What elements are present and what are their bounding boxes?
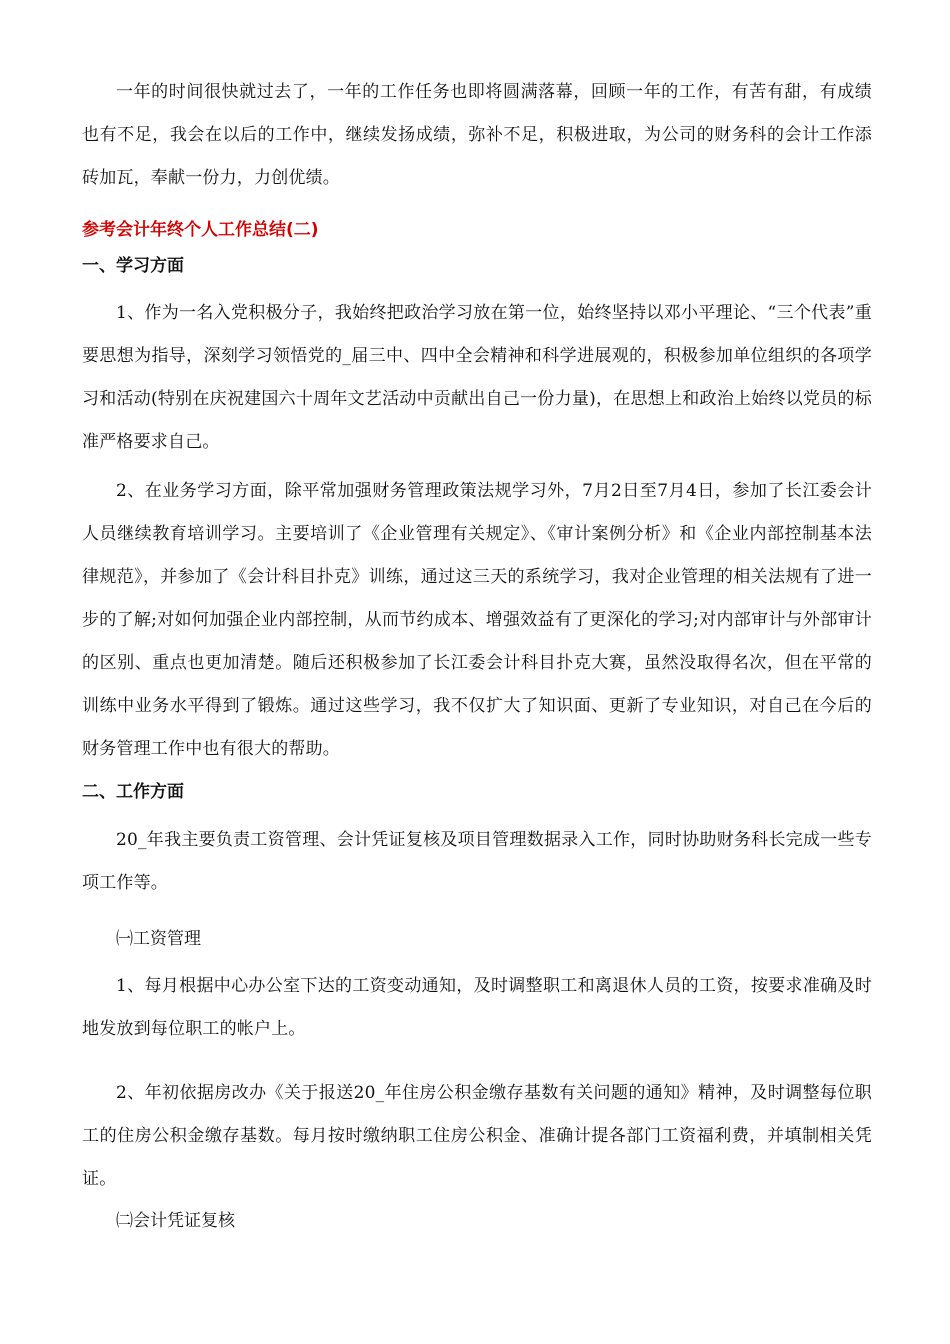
salary-paragraph-2: 2、年初依据房改办《关于报送20_年住房公积金缴存基数有关问题的通知》精神，及时调整每位职工的住房公积金缴存基数。每月按时缴纳职工住房公积金、准确计提各部门工资福利费，并填制相关凭证。 — [82, 1083, 872, 1189]
salary-paragraph-1: 1、每月根据中心办公室下达的工资变动通知，及时调整职工和离退休人员的工资，按要求准确及时地发放到每位职工的帐户上。 — [82, 976, 872, 1039]
subheading-salary: ㈠工资管理 — [116, 929, 201, 949]
intro-paragraph: 一年的时间很快就过去了，一年的工作任务也即将圆满落幕，回顾一年的工作，有苦有甜，有成绩也有不足，我会在以后的工作中，继续发扬成绩，弥补不足，积极进取，为公司的财务科的会计工作添砖加瓦，奉献一份力，力创优绩。 — [82, 82, 872, 188]
work-paragraph-intro: 20_年我主要负责工资管理、会计凭证复核及项目管理数据录入工作，同时协助财务科长完成一些专项工作等。 — [82, 830, 872, 893]
heading-work: 二、工作方面 — [82, 782, 184, 802]
section-title: 参考会计年终个人工作总结(二) — [82, 220, 319, 240]
heading-study: 一、学习方面 — [82, 256, 184, 276]
study-paragraph-2: 2、在业务学习方面，除平常加强财务管理政策法规学习外，7月2日至7月4日，参加了长江委会计人员继续教育培训学习。主要培训了《企业管理有关规定》、《审计案例分析》和《企业内部控制基本法律规范》，并参加了《会计科目扑克》训练，通过这三天的系统学习，我对企业管理的相关法规有了进一步的了解;对如何加强企业内部控制，从而节约成本、增强效益有了更深化的学习;对内部审计与外部审计的区别、重点也更加清楚。随后还积极参加了长江委会计科目扑克大赛，虽然没取得名次，但在平常的训练中业务水平得到了锻炼。通过这些学习，我不仅扩大了知识面、更新了专业知识，对自己在今后的财务管理工作中也有很大的帮助。 — [82, 481, 872, 759]
study-paragraph-1: 1、作为一名入党积极分子，我始终把政治学习放在第一位，始终坚持以邓小平理论、“三个代表”重要思想为指导，深刻学习领悟党的_届三中、四中全会精神和科学进展观的，积极参加单位组织的各项学习和活动(特别在庆祝建国六十周年文艺活动中贡献出自己一份力量)，在思想上和政治上始终以党员的标准严格要求自己。 — [82, 303, 872, 452]
subheading-voucher-review: ㈡会计凭证复核 — [116, 1211, 235, 1231]
